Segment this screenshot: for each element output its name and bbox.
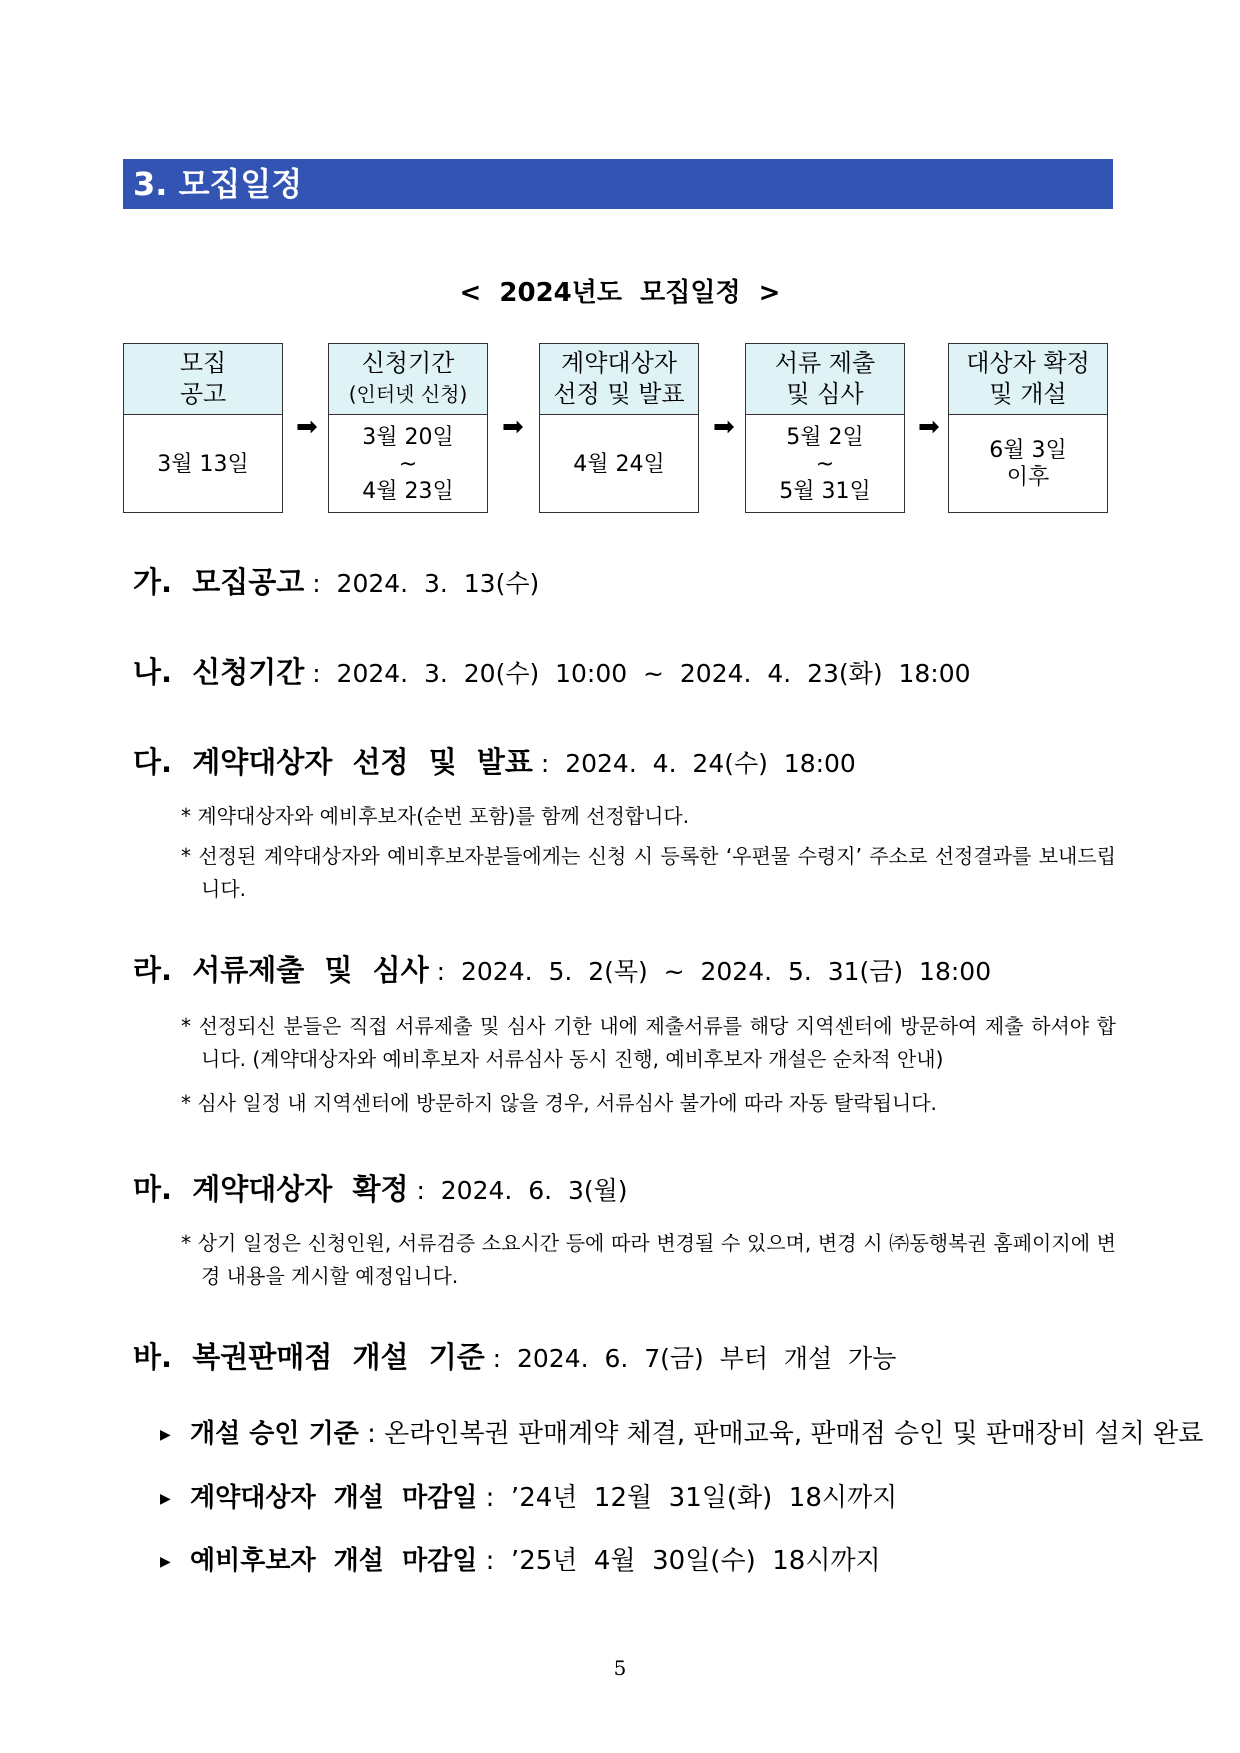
arrow-right-icon: ➡: [502, 412, 524, 442]
flow-body-line: 이후: [1006, 465, 1050, 490]
flow-box-documents: [745, 343, 905, 513]
arrow-right-icon: ➡: [918, 412, 940, 442]
bullet-label: 개설 승인 기준: [190, 1419, 359, 1449]
flow-head-line2: (인터넷 신청): [348, 382, 468, 406]
flow-box-body: [949, 415, 1107, 513]
item-label: 라. 서류제출 및 심사: [133, 953, 429, 987]
flow-body-line: 6월 3일: [989, 438, 1067, 463]
flow-head-line1: 계약대상자: [561, 349, 677, 377]
item-value: : 2024. 4. 24(수) 18:00: [532, 749, 856, 778]
item-application-period: [133, 655, 971, 691]
flow-box-body: [540, 415, 698, 513]
bullet-label: 계약대상자 개설 마감일: [190, 1483, 478, 1513]
arrow-right-icon: ➡: [296, 412, 318, 442]
flow-box-announcement: [123, 343, 283, 513]
bullet-value: : ’24년 12월 31일(화) 18시까지: [477, 1483, 898, 1513]
flow-box-head: [329, 344, 487, 415]
flow-head-line2: 및 심사: [786, 380, 864, 408]
triangle-bullet-icon: ▶: [160, 1426, 171, 1443]
bullet-label: 예비후보자 개설 마감일: [190, 1546, 478, 1576]
item-label: 나. 신청기간: [133, 655, 305, 689]
flow-head-line1: 모집: [179, 349, 227, 377]
flow-box-selection: [539, 343, 699, 513]
flow-body-line: 4월 23일: [362, 478, 454, 504]
flow-box-body: [124, 415, 282, 513]
flow-body-line: 5월 31일: [779, 478, 871, 504]
bullet-value: : 온라인복권 판매계약 체결, 판매교육, 판매점 승인 및 판매장비 설치 완료: [358, 1419, 1204, 1449]
bullet-item: [160, 1416, 1203, 1453]
item-label: 마. 계약대상자 확정: [133, 1172, 409, 1206]
flow-body-line: 3월 13일: [157, 451, 249, 477]
flow-box-head: [746, 344, 904, 415]
triangle-bullet-icon: ▶: [160, 1490, 171, 1507]
flow-head-line1: 신청기간: [361, 349, 455, 377]
flow-box-confirmation: [948, 343, 1108, 513]
flow-box-head: [540, 344, 698, 415]
item-announcement: [133, 565, 539, 601]
schedule-title: < 2024년도 모집일정 >: [459, 278, 781, 308]
item-label: 다. 계약대상자 선정 및 발표: [133, 745, 533, 779]
note: * 계약대상자와 예비후보자(순번 포함)를 함께 선정합니다.: [181, 804, 690, 828]
flow-body-line: ~: [398, 451, 418, 477]
section-header: 3. 모집일정: [123, 159, 1113, 209]
note: * 선정된 계약대상자와 예비후보자분들에게는 신청 시 등록한 ‘우편물 수령지’ 주소로 선정결과를 보내드립니다.: [181, 844, 1116, 901]
note: * 선정되신 분들은 직접 서류제출 및 심사 기한 내에 제출서류를 해당 지역센터에 방문하여 제출 하셔야 합니다. (계약대상자와 예비후보자 서류심사 동시 진행, 예비후보자 개설은 순차적 안내): [181, 1014, 1116, 1071]
item-label: 바. 복권판매점 개설 기준: [133, 1340, 485, 1374]
note: * 상기 일정은 신청인원, 서류검증 소요시간 등에 따라 변경될 수 있으며, 변경 시 ㈜동행복권 홈페이지에 변경 내용을 게시할 예정입니다.: [181, 1231, 1116, 1288]
flow-body-line: 3월 20일: [362, 424, 454, 450]
bullet-item: [160, 1480, 897, 1517]
item-value: : 2024. 6. 7(금) 부터 개설 가능: [484, 1344, 897, 1373]
flow-body-line: 5월 2일: [786, 424, 864, 450]
flow-box-head: [124, 344, 282, 415]
item-opening-criteria: [133, 1340, 896, 1376]
item-label: 가. 모집공고: [133, 565, 305, 599]
item-selection: [133, 745, 856, 781]
item-value: : 2024. 3. 20(수) 10:00 ~ 2024. 4. 23(화) 18:00: [304, 659, 971, 688]
flow-head-line1: 서류 제출: [774, 349, 876, 377]
flow-box-head: [949, 344, 1107, 415]
item-value: : 2024. 3. 13(수): [304, 569, 540, 598]
flow-box-application: [328, 343, 488, 513]
flow-body-line: ~: [815, 451, 835, 477]
flow-head-line2: 공고: [179, 380, 227, 408]
flow-head-line1: 대상자 확정: [966, 349, 1090, 377]
item-confirmation: [133, 1172, 628, 1208]
bullet-value: : ’25년 4월 30일(수) 18시까지: [477, 1546, 881, 1576]
item-document-review: [133, 953, 991, 989]
note: * 심사 일정 내 지역센터에 방문하지 않을 경우, 서류심사 불가에 따라 자동 탈락됩니다.: [181, 1091, 937, 1115]
page-number: 5: [613, 1656, 627, 1680]
item-value: : 2024. 6. 3(월): [408, 1176, 628, 1205]
flow-body-line: 4월 24일: [573, 451, 665, 477]
bullet-item: [160, 1543, 881, 1580]
item-value: : 2024. 5. 2(목) ~ 2024. 5. 31(금) 18:00: [428, 957, 992, 986]
flow-head-line2: 선정 및 발표: [553, 380, 685, 408]
triangle-bullet-icon: ▶: [160, 1553, 171, 1570]
flow-box-body: [329, 415, 487, 513]
flow-box-body: [746, 415, 904, 513]
flow-head-line2: 및 개설: [989, 380, 1067, 408]
arrow-right-icon: ➡: [713, 412, 735, 442]
